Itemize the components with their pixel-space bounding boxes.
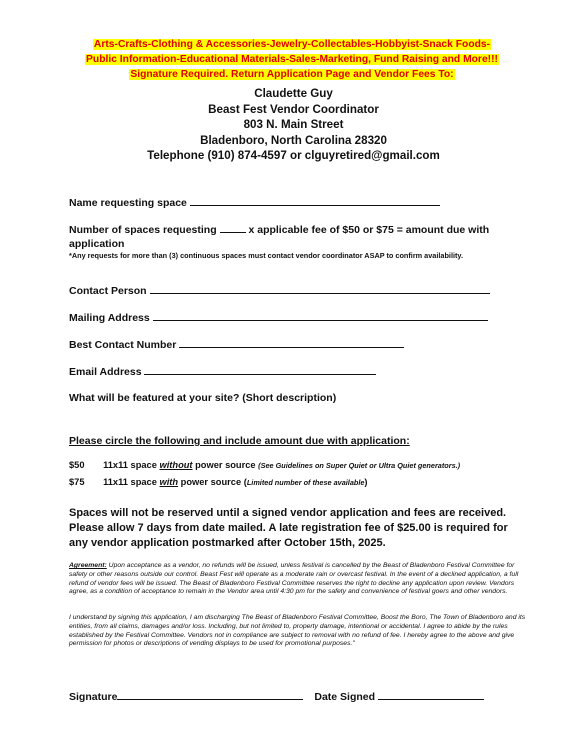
date-signed-input-line[interactable] [378, 690, 484, 700]
circle-heading: Please circle the following and include amount due with application: [69, 435, 410, 447]
agreement-label: Agreement: [69, 562, 107, 569]
header-banner [62, 37, 522, 82]
coordinator-title: Beast Fest Vendor Coordinator [208, 102, 379, 116]
option-50-note: (See Guidelines on Super Quiet or Ultra Quiet generators.) [258, 461, 461, 470]
coordinator-street: 803 N. Main Street [243, 118, 344, 131]
email-row [69, 365, 376, 378]
banner-line-1: Arts-Crafts-Clothing & Accessories-Jewelry-Collectables-Hobbyist-Snack Foods- [93, 39, 491, 50]
best-contact-row [69, 338, 404, 351]
coordinator-contact [0, 86, 587, 164]
option-50-space: 11x11 space [103, 460, 157, 470]
spaces-field-row [69, 223, 539, 251]
release-paragraph: I understand by signing this application, I am discharging The Beast of Bladenboro Festival Committee, Boost the Boro, The Town of Bladenboro and its entities, from all claims, damages and/or loss. Including, but not limited to, property damage, intentional or accidental. I agree to abide by the rules established by the Festival Committee. Vendors not in compliance are subject to removal with no refund of fee. I hereby agree to the above and give permission for photos or descriptions of vending displays to be used for promotional purposes." [69, 614, 526, 648]
banner-line-2: Public Information-Educational Materials-Sales-Marketing, Fund Raising and More!!! [86, 54, 498, 65]
name-input-line[interactable] [190, 196, 440, 206]
option-75[interactable] [69, 477, 539, 487]
option-75-source: power source [180, 477, 242, 487]
contact-person-input-line[interactable] [150, 284, 490, 294]
spaces-input-line[interactable] [220, 223, 246, 233]
best-contact-input-line[interactable] [179, 338, 404, 348]
date-signed-label: Date Signed [314, 691, 376, 703]
coordinator-phone: Telephone (910) 874-4597 or clguyretired@gmail.com [147, 149, 440, 162]
featured-label: What will be featured at your site? (Short description) [69, 392, 337, 404]
option-75-price: $75 [69, 477, 85, 487]
contact-person-label: Contact Person [69, 285, 147, 297]
option-75-space: 11x11 space [103, 477, 157, 487]
name-label: Name requesting space [69, 197, 187, 209]
name-field-row [69, 196, 440, 209]
mailing-address-row [69, 311, 488, 324]
signature-row [69, 690, 484, 703]
option-50-source: power source [195, 460, 256, 470]
email-label: Email Address [69, 366, 142, 378]
option-75-modifier: with [159, 477, 179, 487]
option-50[interactable] [69, 460, 539, 470]
coordinator-city: Bladenboro, North Carolina 28320 [200, 133, 387, 147]
email-input-line[interactable] [144, 365, 376, 375]
spaces-fee-text: x applicable fee of $50 or $75 = amount due with [248, 224, 490, 236]
option-75-note: Limited number of these available [246, 478, 365, 487]
spaces-fee-text-2: application [69, 238, 125, 250]
best-contact-label: Best Contact Number [69, 339, 177, 351]
option-75-note-open: ( [243, 477, 247, 487]
spaces-label: Number of spaces requesting [69, 224, 217, 236]
mailing-address-input-line[interactable] [153, 311, 488, 321]
spaces-note: *Any requests for more than (3) continuous spaces must contact vendor coordinator ASAP to confirm availability. [69, 251, 463, 260]
mailing-address-label: Mailing Address [69, 312, 150, 324]
signature-label: Signature [69, 691, 118, 703]
reservation-notice: Spaces will not be reserved until a signed vendor application and fees are received. Please allow 7 days from date mailed. A late registration fee of $25.00 is required for any vendor application postmarked after October 15th, 2025. [69, 507, 508, 549]
option-50-price: $50 [69, 460, 85, 470]
contact-person-row [69, 284, 490, 297]
agreement-text: Upon acceptance as a vendor, no refunds will be issued, unless festival is cancelled by the Beast of Bladenboro Festival Committee for safety or other reasons outside our control. Beast Fest will operate as a moderate rain or overcast festival. In the event of a declined application, a full refund of vendor fees will be issued. The Beast of Bladenboro Festival Committee reserves the right to decline any application upon review. Vendors agree, as a condition of acceptance to remain in the Vendor area until 4:30 pm for the safety and convenience of festival goers and other vendors. [69, 562, 519, 596]
signature-input-line[interactable] [117, 690, 303, 700]
option-75-note-close: ) [364, 477, 368, 487]
banner-line-3: Signature Required. Return Application Page and Vendor Fees To: [130, 69, 454, 80]
agreement-paragraph [69, 562, 527, 597]
option-50-modifier: without [159, 460, 193, 470]
coordinator-name: Claudette Guy [254, 87, 333, 100]
